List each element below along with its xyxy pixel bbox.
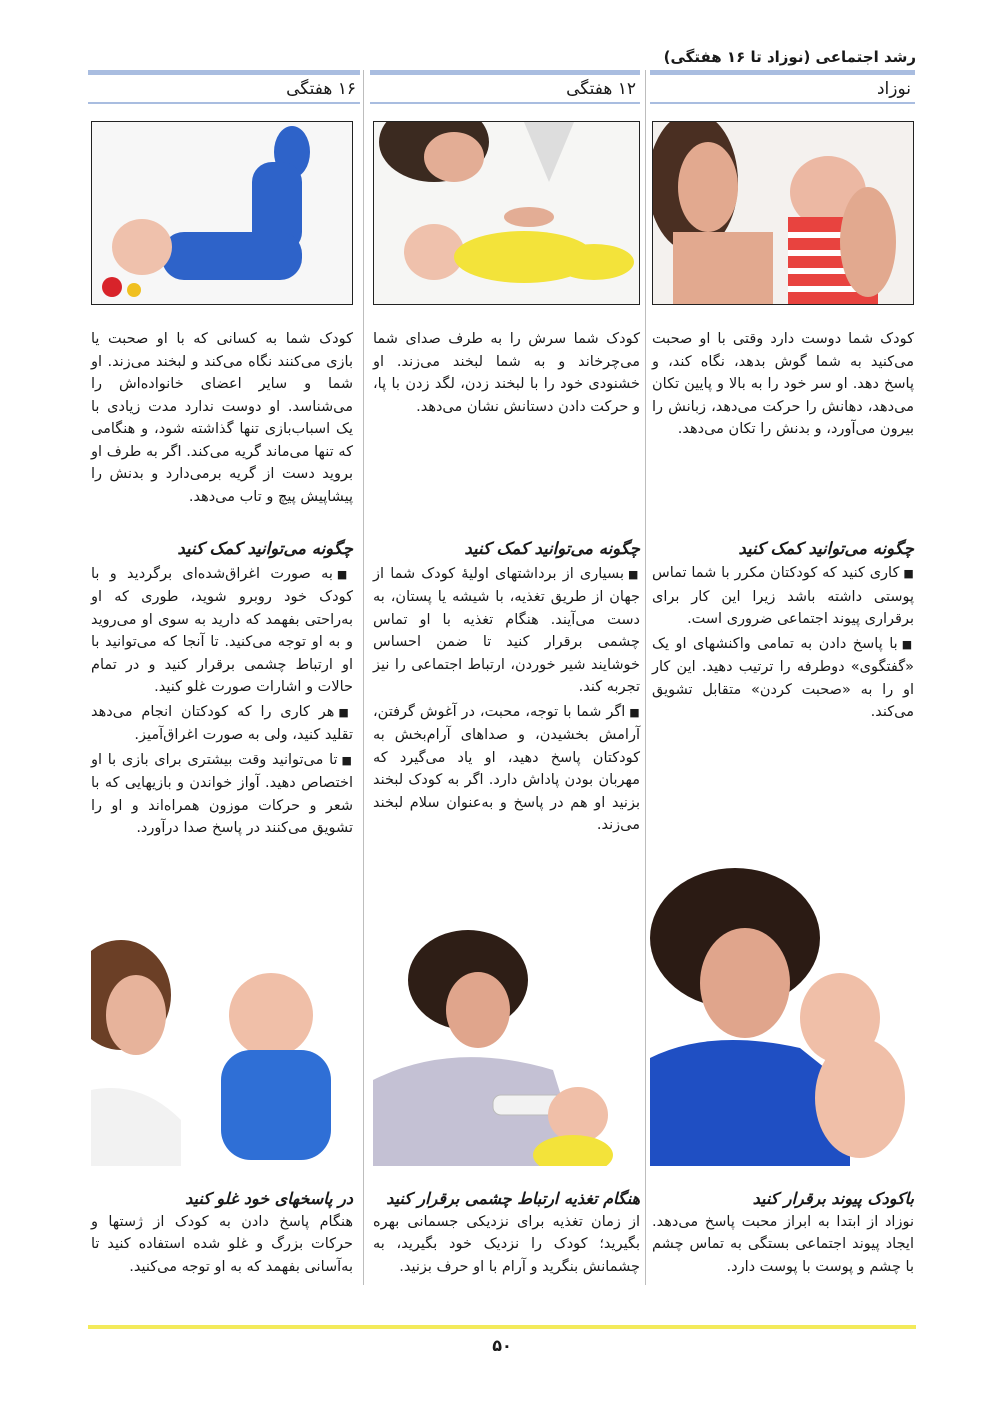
newborn-description: کودک شما دوست دارد وقتی با او صحبت می‌کنید به شما گوش بدهد، نگاه کند، و پاسخ دهد. او سر خود را به بالا و پایین تکان می‌دهد، دهانش را حرکت می‌دهد، زبانش را بیرون می‌آورد، و بدنش را تکان می‌دهد. [652, 331, 914, 437]
16-weeks-column-text [91, 328, 353, 842]
12-weeks-tip: ■ بسیاری از برداشتهای اولیهٔ کودک شما از جهان از طریق تغذیه، با شیشه یا پستان، به دست می‌آیند. هنگام تغذیه با او تماس چشمی برقرار کنید تا ضمن احساس خوشایند شیر خوردن، ارتباط اجتماعی را نیز تجربه کند. [373, 563, 640, 699]
exaggerate-caption [91, 1188, 353, 1278]
footer-rule [88, 1325, 916, 1329]
16-weeks-tip: ■ هر کاری را که کودکتان انجام می‌دهد تقلید کنید، ولی به صورت اغراق‌آمیز. [91, 701, 353, 747]
newborn-tip: ■ با پاسخ دادن به تمامی واکنشهای او یک «گفتگوی» دوطرفه را ترتیب دهید. این کار او را به «صحبت کردن» متقابل تشویق می‌کند. [652, 633, 914, 724]
newborn-tip: ■ کاری کنید که کودکتان مکرر با شما تماس پوستی داشته باشد زیرا این کار برای برقراری پیوند اجتماعی ضروری است. [652, 562, 914, 631]
column-divider [363, 70, 364, 1285]
column-heading-newborn [650, 70, 915, 104]
feeding-photo [373, 930, 640, 1166]
newborn-help-heading: چگونه می‌توانید کمک کنید [738, 538, 914, 558]
16-weeks-photo [91, 121, 353, 305]
exaggerate-caption-text: هنگام پاسخ دادن به کودک از ژستها و حرکات بزرگ و غلو شده استفاده کنید تا به‌آسانی بفهمد که به او توجه می‌کنید. [91, 1213, 353, 1275]
feeding-caption-text: از زمان تغذیه برای نزدیکی جسمانی بهره بگیرید؛ کودک را نزدیک خود بگیرید، به چشمانش بنگرید و آرام با او حرف بزنید. [373, 1213, 640, 1275]
newborn-column-text [652, 328, 914, 726]
feeding-caption [373, 1188, 640, 1278]
column-heading-label: نوزاد [876, 79, 911, 99]
bonding-caption-title: باکودک پیوند برقرار کنید [752, 1189, 914, 1208]
newborn-photo [652, 121, 914, 305]
16-weeks-help-heading: چگونه می‌توانید کمک کنید [177, 539, 353, 558]
16-weeks-tip: ■ تا می‌توانید وقت بیشتری برای بازی با او اختصاص دهید. آواز خواندن و بازیهایی که با شعر و حرکات موزون همراه‌اند و او را تشویق می‌کنند در پاسخ صدا درآورد. [91, 749, 353, 840]
bonding-caption [652, 1188, 914, 1278]
exaggerate-photo [91, 940, 353, 1166]
12-weeks-photo [373, 121, 640, 305]
page-header: رشد اجتماعی (نوزاد تا ۱۶ هفتگی) [663, 48, 916, 66]
12-weeks-help-heading: چگونه می‌توانید کمک کنید [464, 539, 640, 558]
16-weeks-description: کودک شما به کسانی که با او صحبت یا بازی می‌کنند نگاه می‌کند و لبخند می‌زند. او شما و سایر اعضای خانواده‌اش را می‌شناسد. او دوست ندارد مدت زیادی با یک اسباب‌بازی تنها گذاشته شود، و هنگامی که تنها می‌ماند گریه می‌کند. اگر به طرف او بروید دست از گریه برمی‌دارد و بدنش را پیشاپیش پیچ و تاب می‌دهد. [91, 331, 353, 505]
page-number: ۵۰ [492, 1336, 512, 1355]
column-heading-label: ۱۲ هفتگی [566, 79, 636, 99]
12-weeks-description: کودک شما سرش را به طرف صدای شما می‌چرخاند و به شما لبخند می‌زند. او خشنودی خود را با لبخند زدن، لگد زدن با پا، و حرکت دادن دستانش نشان می‌دهد. [373, 331, 640, 415]
bonding-caption-text: نوزاد از ابتدا به ابراز محبت پاسخ می‌دهد. ایجاد پیوند اجتماعی بستگی به تماس چشم با چشم و پوست با پوست دارد. [652, 1213, 914, 1275]
12-weeks-tip: ■ اگر شما با توجه، محبت، در آغوش گرفتن، آرامش بخشیدن، و صداهای آرام‌بخش به کودکتان پاسخ دهید، او یاد می‌گیرد که مهربان بودن پاداش دارد. اگر به کودک لبخند بزنید او هم در پاسخ و به‌عنوان سلام لبخند می‌زند. [373, 701, 640, 837]
column-heading-12-weeks [370, 70, 640, 104]
12-weeks-column-text [373, 328, 640, 839]
column-heading-16-weeks [88, 70, 360, 104]
column-divider [645, 70, 646, 1285]
column-heading-label: ۱۶ هفتگی [286, 79, 356, 99]
16-weeks-tip: ■ به صورت اغراق‌شده‌ای برگردید و با کودک خود روبرو شوید، طوری که او به‌راحتی بفهمد که دارید به سوی او می‌روید و به او توجه می‌کنید. تا آنجا که می‌توانید با او ارتباط چشمی برقرار کنید و در تمام حالات و اشارات صورت غلو کنید. [91, 563, 353, 699]
exaggerate-caption-title: در پاسخهای خود غلو کنید [185, 1189, 353, 1208]
bonding-photo [650, 868, 912, 1166]
feeding-caption-title: هنگام تغذیه ارتباط چشمی برقرار کنید [386, 1189, 640, 1208]
